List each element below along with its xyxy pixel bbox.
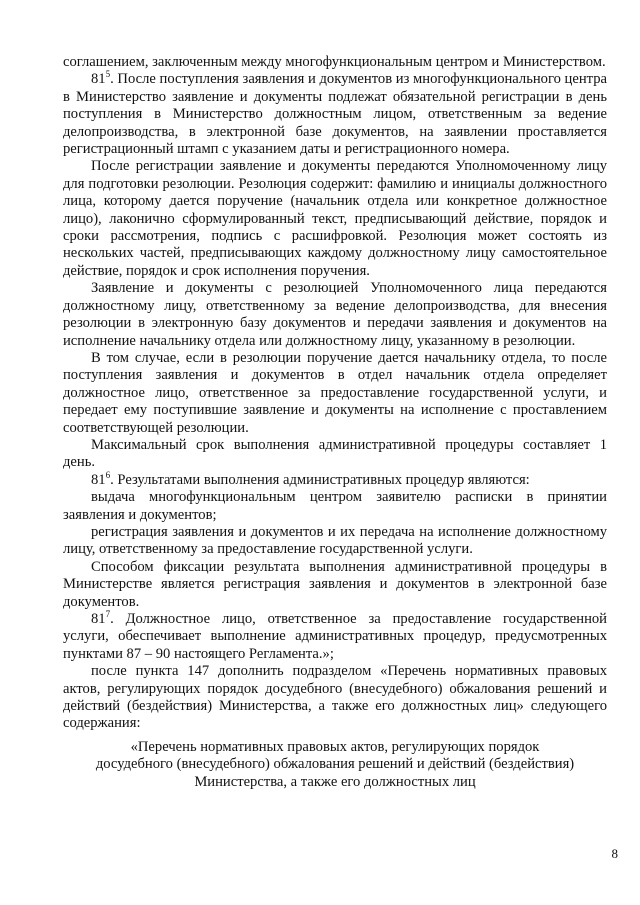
- paragraph: В том случае, если в резолюции поручение дается начальнику отдела, то после поступления заявления и документов в отдел начальник отдела определяет должностное лицо, ответственное за предоставление государственной услуги, и передает ему поступившие заявление и документы на исполнение с проставлением соответствующей резолюции.: [63, 349, 607, 436]
- paragraph: регистрация заявления и документов и их передача на исполнение должностному лицу, ответственному за предоставление государственной услуги.: [63, 523, 607, 558]
- section-heading: [63, 739, 607, 792]
- paragraph: выдача многофункциональным центром заявителю расписки в принятии заявления и документов;: [63, 489, 607, 523]
- paragraph: Способом фиксации результата выполнения административной процедуры в Министерстве является регистрация заявления и документов в электронной базе документов.: [63, 558, 607, 610]
- heading-line: Министерства, а также его должностных лиц: [194, 774, 476, 791]
- page-number: 8: [611, 846, 618, 861]
- paragraph-81-7: $81^7$. Должностное лицо, ответственное за предоставление государственной услуги, обеспечивает выполнение административных процедур, предусмотренных пунктами 87 – 90 настоящего Регламента.»;: [63, 609, 607, 662]
- paragraph-81-5: $81^5$. После поступления заявления и документов из многофункционального центра в Министерство заявление и документы подлежат обязательной регистрации в день поступления в Министерство должностным лицом, ответственным за ведение делопроизводства, в электронной базе документов, на заявлении проставляется регистрационный штамп с указанием даты и регистрационного номера.: [63, 69, 607, 158]
- heading-line: «Перечень нормативных правовых актов, регулирующих порядок: [130, 738, 540, 755]
- paragraph-81-6: $81^6$. Результатами выполнения административных процедур являются:: [91, 469, 530, 488]
- heading-line: досудебного (внесудебного) обжалования решений и действий (бездействия): [95, 756, 575, 773]
- paragraph: Заявление и документы с резолюцией Уполномоченного лица передаются должностному лицу, ответственному за ведение делопроизводства, для внесения резолюции в электронную базу документов и передачи заявления и документов на исполнение начальнику отдела или должностному лицу, указанному в резолюции.: [63, 280, 607, 349]
- paragraph: соглашением, заключенным между многофункциональным центром и Министерством.: [63, 54, 606, 70]
- paragraph: После регистрации заявление и документы передаются Уполномоченному лицу для подготовки резолюции. Резолюция содержит: фамилию и инициалы должностного лица, которому дается поручение (начальник отдела или конкретное должностное лицо), лаконично сформулированный текст, предписывающий действие, порядок и сроки рассмотрения, подпись с расшифровкой. Резолюция может состоять из нескольких частей, предписывающих каждому должностному лицу самостоятельное действие, порядок и срок исполнения поручения.: [63, 158, 607, 279]
- paragraph: после пункта 147 дополнить подразделом «Перечень нормативных правовых актов, регулирующих порядок досудебного (внесудебного) обжалования решений и действий (бездействия) Министерства, а также его должностных лиц» следующего содержания:: [63, 663, 607, 732]
- body-text: [63, 54, 607, 733]
- paragraph: Максимальный срок выполнения административной процедуры составляет 1 день.: [63, 436, 607, 471]
